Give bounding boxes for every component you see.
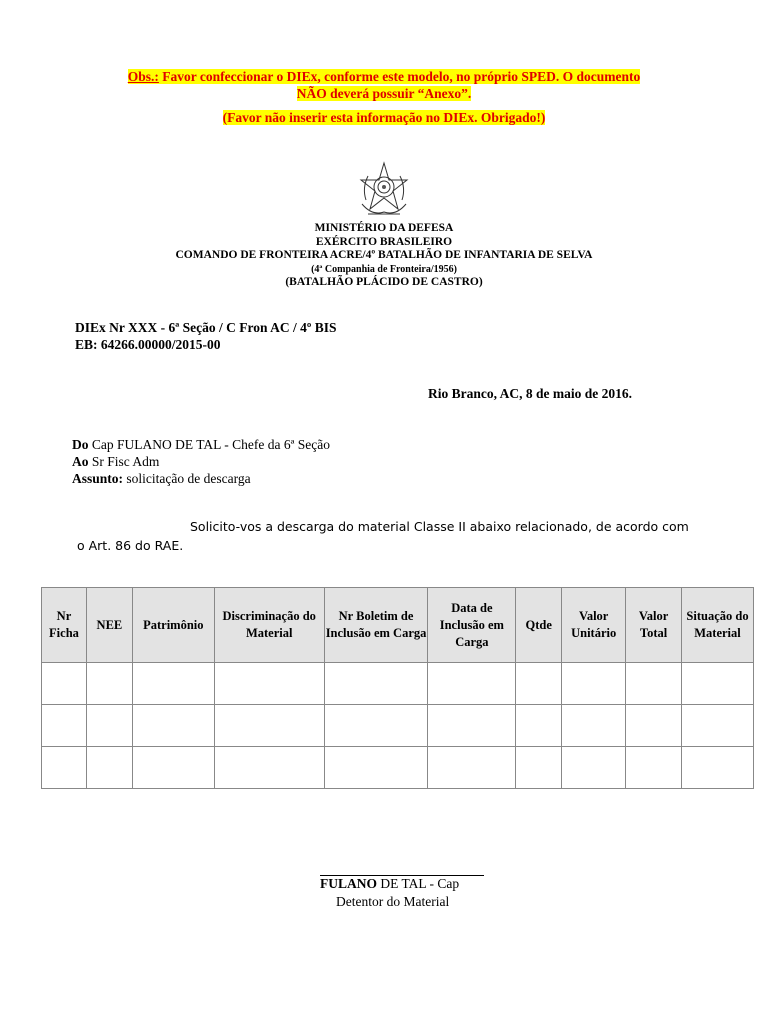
table-cell[interactable] <box>428 663 516 705</box>
table-cell[interactable] <box>86 663 132 705</box>
col-discriminacao: Discriminação do Material <box>214 588 324 663</box>
table-cell[interactable] <box>42 705 87 747</box>
table-cell[interactable] <box>516 705 562 747</box>
col-valor-total: Valor Total <box>626 588 682 663</box>
diex-number: DIEx Nr XXX - 6ª Seção / C Fron AC / 4º BIS <box>75 320 337 335</box>
document-date: Rio Branco, AC, 8 de maio de 2016. <box>428 386 632 401</box>
table-cell[interactable] <box>324 663 428 705</box>
header-company: (4ª Companhia de Fronteira/1956) <box>311 263 457 275</box>
table-cell[interactable] <box>132 747 214 789</box>
diex-eb: EB: 64266.00000/2015-00 <box>75 337 221 352</box>
obs-line2: NÃO deverá possuir “Anexo”. <box>296 86 472 101</box>
from-line <box>72 436 330 453</box>
table-cell[interactable] <box>626 747 682 789</box>
signature-name <box>320 876 459 892</box>
table-header-row <box>42 588 754 663</box>
from-value: Cap FULANO DE TAL - Chefe da 6ª Seção <box>88 437 330 452</box>
table-cell[interactable] <box>86 747 132 789</box>
to-value: Sr Fisc Adm <box>88 454 160 469</box>
table-cell[interactable] <box>428 747 516 789</box>
signature-role: Detentor do Material <box>336 894 450 909</box>
obs-line3-wrap <box>60 110 708 126</box>
col-valor-unitario: Valor Unitário <box>562 588 626 663</box>
col-nr-ficha: Nr Ficha <box>42 588 87 663</box>
subject-label: Assunto: <box>72 471 124 486</box>
table-cell[interactable] <box>682 705 754 747</box>
table-cell[interactable] <box>428 705 516 747</box>
table-cell[interactable] <box>214 663 324 705</box>
to-label: Ao <box>72 454 89 469</box>
table-cell[interactable] <box>562 663 626 705</box>
from-label: Do <box>72 437 89 452</box>
table-row <box>42 747 754 789</box>
table-row <box>42 663 754 705</box>
observation-note <box>60 68 708 102</box>
obs-label: Obs.: <box>127 69 159 84</box>
table-cell[interactable] <box>132 705 214 747</box>
table-cell[interactable] <box>516 663 562 705</box>
obs-line3: (Favor não inserir esta informação no DIEx. Obrigado!) <box>222 110 546 125</box>
table-cell[interactable] <box>516 747 562 789</box>
table-cell[interactable] <box>682 663 754 705</box>
header-army: EXÉRCITO BRASILEIRO <box>315 235 453 248</box>
col-situacao: Situação do Material <box>682 588 754 663</box>
subject-line <box>72 470 330 487</box>
to-line <box>72 453 330 470</box>
table-cell[interactable] <box>42 747 87 789</box>
header-battalion: (BATALHÃO PLÁCIDO DE CASTRO) <box>285 276 483 288</box>
col-patrimonio: Patrimônio <box>132 588 214 663</box>
table-cell[interactable] <box>86 705 132 747</box>
table-cell[interactable] <box>42 663 87 705</box>
col-data-inclusao: Data de Inclusão em Carga <box>428 588 516 663</box>
table-cell[interactable] <box>132 663 214 705</box>
document-identification <box>75 319 337 353</box>
table-cell[interactable] <box>324 705 428 747</box>
body-line1: Solicito-vos a descarga do material Classe II abaixo relacionado, de acordo com <box>190 519 689 534</box>
obs-line1: Favor confeccionar o DIEx, conforme este modelo, no próprio SPED. O documento <box>158 69 641 84</box>
col-nee: NEE <box>86 588 132 663</box>
table-cell[interactable] <box>682 747 754 789</box>
table-cell[interactable] <box>214 747 324 789</box>
address-block <box>72 436 330 487</box>
table-cell[interactable] <box>626 705 682 747</box>
table-cell[interactable] <box>562 705 626 747</box>
table-cell[interactable] <box>214 705 324 747</box>
material-table <box>41 587 754 789</box>
col-qtde: Qtde <box>516 588 562 663</box>
table-cell[interactable] <box>562 747 626 789</box>
brazil-coat-of-arms-icon <box>354 160 414 220</box>
letterhead <box>84 222 684 290</box>
signature-name-bold: FULANO <box>320 876 377 891</box>
table-cell[interactable] <box>626 663 682 705</box>
table-cell[interactable] <box>324 747 428 789</box>
signature-name-rest: DE TAL - Cap <box>377 876 460 891</box>
header-command: COMANDO DE FRONTEIRA ACRE/4º BATALHÃO DE INFANTARIA DE SELVA <box>175 249 593 261</box>
body-line2: o Art. 86 do RAE. <box>77 538 184 553</box>
col-nr-boletim: Nr Boletim de Inclusão em Carga <box>324 588 428 663</box>
subject-value: solicitação de descarga <box>123 471 251 486</box>
table-row <box>42 705 754 747</box>
header-ministry: MINISTÉRIO DA DEFESA <box>314 222 454 234</box>
